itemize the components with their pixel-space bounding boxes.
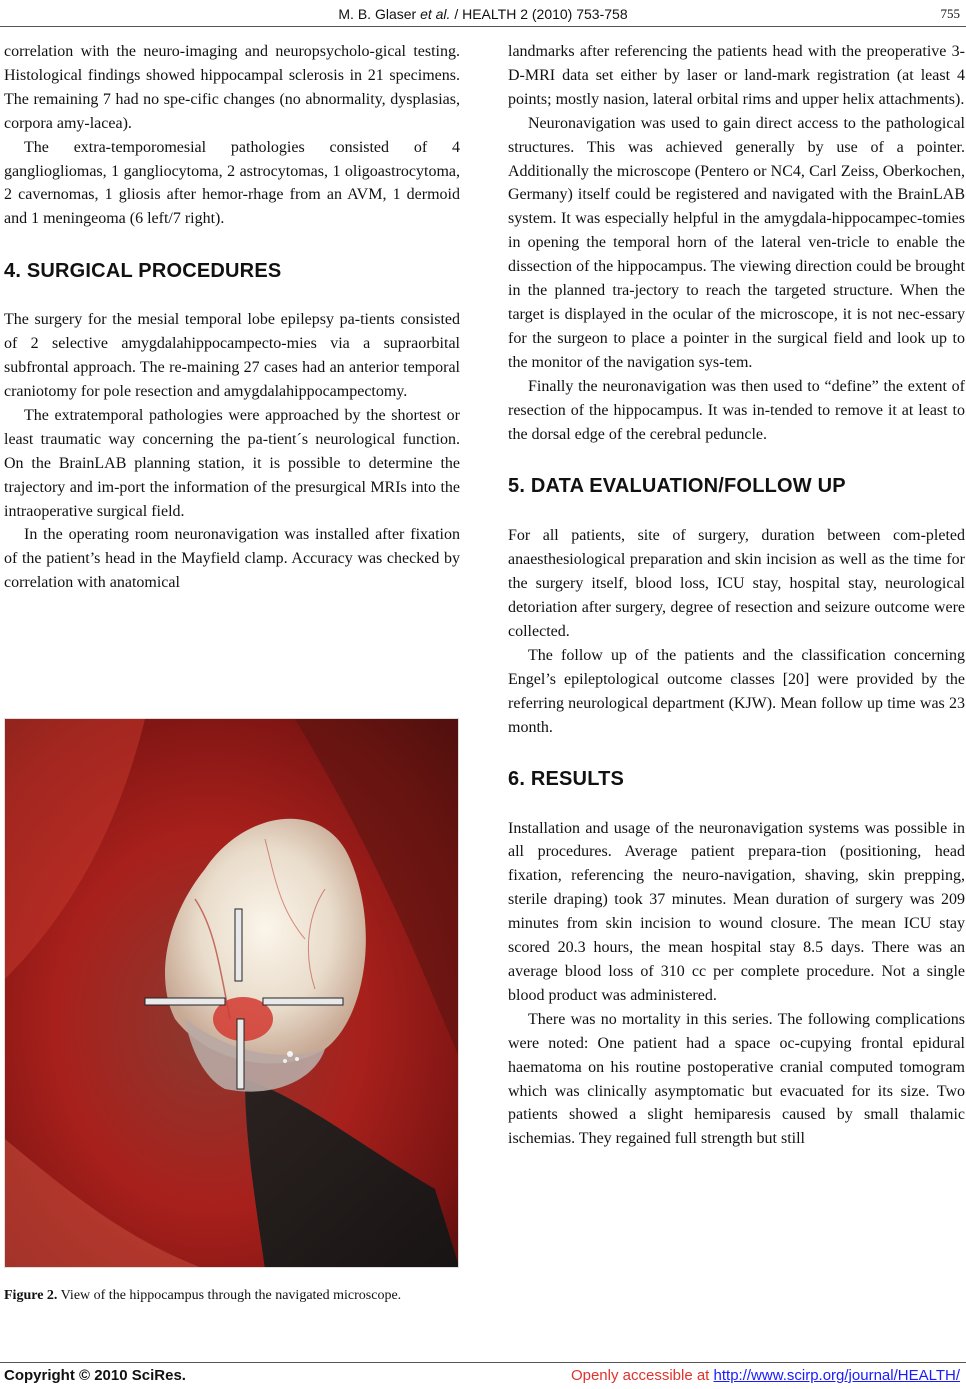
section-heading-5: 5. DATA EVALUATION/FOLLOW UP [508, 475, 846, 498]
left-paragraph-2: The extra-temporomesial pathologies consisted of 4 gangliogliomas, 1 gangliocytoma, 2 astrocytomas, 1 oligoastrocytoma, 2 cavernomas, 1 gliosis after hemor-rhage from an AVM, 1 dermoid and 1 meningeoma (6 left/7 right). [4, 138, 460, 228]
header-journal: / HEALTH 2 (2010) 753-758 [454, 6, 628, 22]
right-paragraph-1: landmarks after referencing the patients head with the preoperative 3-D-MRI data set either by laser or land-mark registration (at least 4 points; mostly nasion, lateral orbital rims and upper helix attachments). [508, 43, 965, 108]
figure-2-caption [4, 1284, 460, 1307]
footer-divider [0, 1362, 966, 1363]
right-paragraph-5: The follow up of the patients and the classification concerning Engel’s epileptological outcome classes [20] were provided by the referring neurological department (KJW). Mean follow up time was 23 month. [508, 646, 965, 736]
open-access-text: Openly accessible at [570, 1367, 714, 1384]
section-heading-6: 6. RESULTS [508, 767, 625, 790]
left-column [4, 40, 460, 595]
right-paragraph-3: Finally the neuronavigation was then used to “define” the extent of resection of the hippocampus. It was in-tended to remove it at least to the dorsal edge of the cerebral peduncle. [508, 377, 965, 443]
right-column [508, 40, 965, 1151]
section-heading-4: 4. SURGICAL PROCEDURES [4, 260, 282, 283]
right-paragraph-2: Neuronavigation was used to gain direct access to the pathological structures. This was achieved generally by use of a pointer. Additionally the microscope (Pentero or NC4, Carl Zeiss, Oberkochen, Germany) itself could be registered and navigated with the BrainLAB system. It was especially helpful in the amygdala-hippocampec-tomies in opening the temporal horn of the lateral ven-tricle to enable the dissection of the hippocampus. The viewing direction could be brought in the planned tra-jectory to reach the targeted structure. When the target is displayed in the ocular of the microscope, it is not nec-essary for the surgeon to place a pointer in the surgical field and look up to the monitor of the navigation sys-tem. [508, 114, 965, 371]
left-paragraph-1: correlation with the neuro-imaging and neuropsycholo-gical testing. Histological findings showed hippocampal sclerosis in 21 specimens. The remaining 7 had no spe-cific changes (no abnormality, dysplasias, corpora amy-lacea). [4, 43, 460, 132]
running-title [0, 6, 966, 22]
right-paragraph-4: For all patients, site of surgery, duration between com-pleted anaesthesiological preparation and skin incision as well as the time for the surgery itself, blood loss, ICU stay, hospital stay, neurological detoriation after surgery, degree of resection and seizure outcome were collected. [508, 527, 965, 641]
page-number: 755 [940, 6, 960, 21]
running-header [0, 4, 966, 26]
page-footer [0, 1367, 966, 1387]
figure-label: Figure 2. [4, 1288, 58, 1303]
open-access-notice [571, 1367, 960, 1384]
journal-url-link[interactable]: http://www.scirp.org/journal/HEALTH/ [713, 1367, 960, 1384]
right-paragraph-7: There was no mortality in this series. The following complications were noted: One patient had a space oc-cupying frontal epidural haematoma on his routine postoperative cranial computed tomogram which was clinically asymptomatic but evacuated for its size. Two patients showed a slight hemiparesis caused by small thalamic ischemias. They regained full strength but still [508, 1010, 965, 1148]
header-authors: M. B. Glaser [338, 6, 417, 22]
copyright-notice: Copyright © 2010 SciRes. [4, 1367, 186, 1384]
figure-caption-text: View of the hippocampus through the navigated microscope. [60, 1288, 402, 1303]
right-paragraph-6: Installation and usage of the neuronavigation systems was possible in all procedures. Average patient prepara-tion (positioning, head fixation, referencing the neuro-navigation, shaving, skin prepping, sterile draping) took 37 minutes. Mean duration of surgery was 209 minutes from skin incision to wound closure. The mean ICU stay scored 20.3 hours, the mean hospital stay 8.5 days. There was an average blood loss of 310 cc per complete procedure. Not a single blood product was administered. [508, 819, 965, 1004]
left-paragraph-4: The extratemporal pathologies were approached by the shortest or least traumatic way concerning the pa-tient´s neurological function. On the BrainLAB planning station, it is possible to determine the trajectory and im-port the information of the presurgical MRIs into the intraoperative surgical field. [4, 406, 460, 520]
figure-2-image [4, 718, 459, 1268]
header-divider [0, 26, 966, 27]
left-paragraph-3: The surgery for the mesial temporal lobe epilepsy pa-tients consisted of 2 selective amygdalahippocampecto-mies via a supraorbital subfrontal approach. The re-maining 27 cases had an anterior temporal craniotomy for pole resection and amygdalahippocampectomy. [4, 311, 460, 400]
header-etal: et al. [420, 6, 451, 22]
left-paragraph-5: In the operating room neuronavigation was installed after fixation of the patient’s head in the Mayfield clamp. Accuracy was checked by correlation with anatomical [4, 526, 460, 592]
